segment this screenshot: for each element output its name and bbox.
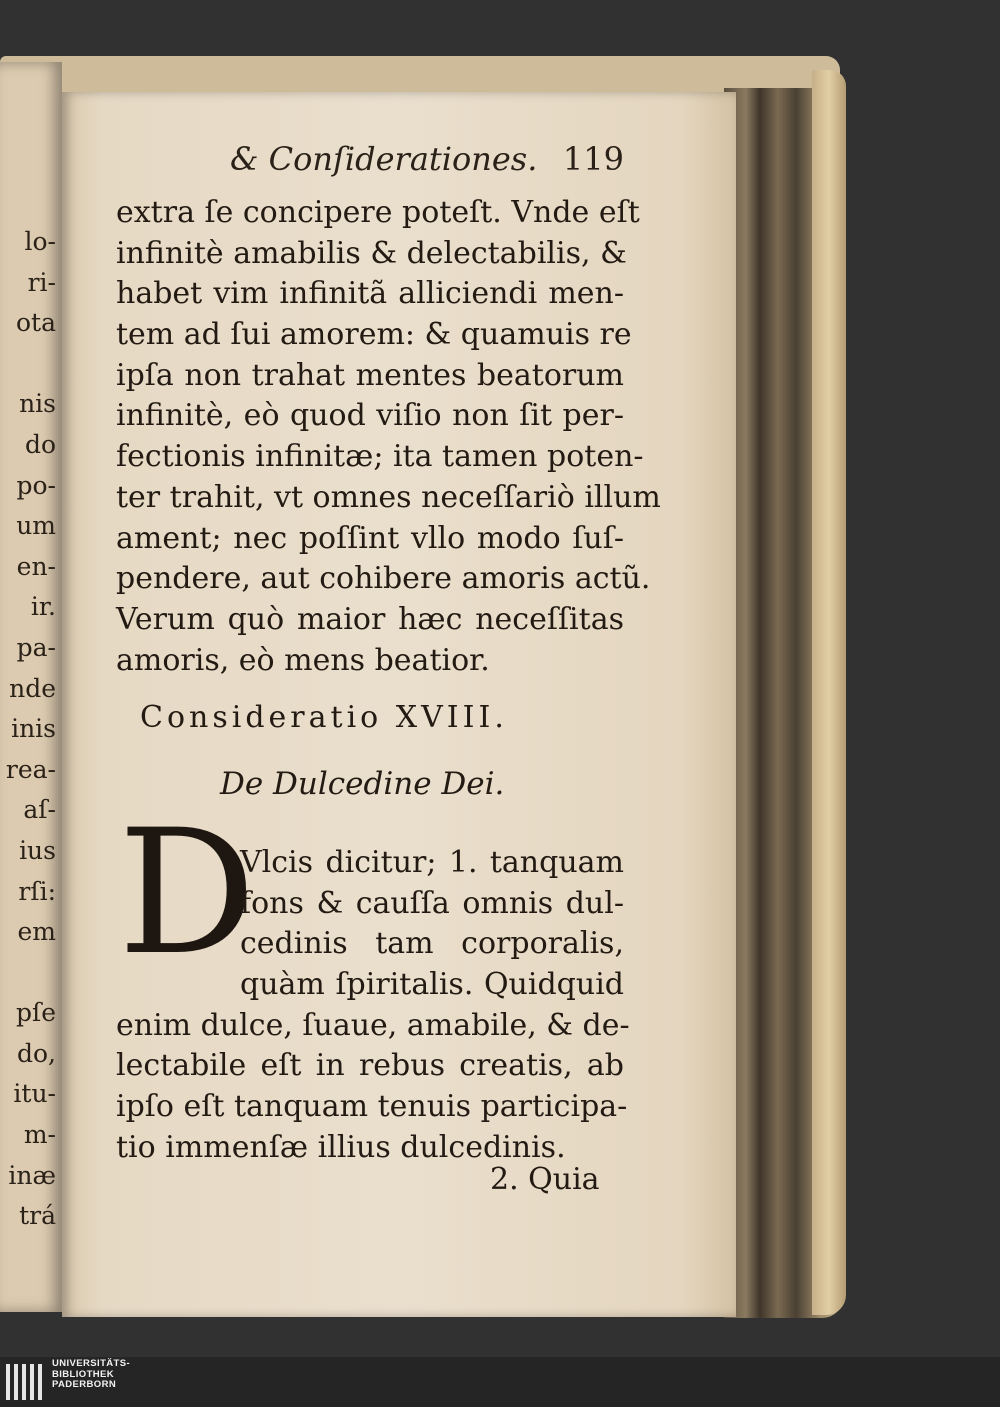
left-page-fragment: rea- (5, 754, 56, 784)
section-heading: Consideratio XVIII. (140, 700, 508, 735)
left-page-fragment: lo- (24, 227, 56, 256)
text-line: ter trahit, vt omnes neceſſariò illum (116, 479, 661, 515)
text-line-last: amoris, eò mens beatior. (116, 642, 490, 678)
left-page-fragment: ota (15, 308, 56, 338)
left-page-fragment: nde (9, 673, 56, 703)
text-line: enim dulce, ſuaue, amabile, & de- (116, 1007, 630, 1043)
running-head (230, 140, 630, 184)
text-line: cedinis tam corporalis, (240, 926, 624, 962)
text-line: pendere, aut cohibere amoris actũ. (116, 561, 651, 597)
left-page-fragment: em (17, 917, 56, 947)
logo-line: BIBLIOTHEK (52, 1368, 115, 1380)
text-line: ipſo eſt tanquam tenuis participa- (116, 1089, 628, 1125)
left-page-fragment: ius (19, 835, 56, 865)
left-page-fragment: nis (19, 389, 56, 419)
text-line-last: tio immenſæ illius dulcedinis. (116, 1129, 566, 1165)
left-page-fragment: inæ (8, 1160, 56, 1190)
left-page-fragment (0, 344, 62, 385)
text-line: ipſa non trahat mentes beatorum (116, 357, 624, 393)
text-line: infinitè, eò quod viſio non ſit per- (116, 398, 624, 434)
text-line: ament; nec poſſint vllo modo ſuſ- (116, 520, 624, 556)
left-page-fragment: ri- (27, 267, 56, 297)
text-line: lectabile eſt in rebus creatis, ab (116, 1048, 624, 1084)
library-logo-text (52, 1359, 130, 1391)
text-line: extra ſe concipere poteſt. Vnde eſt (116, 195, 640, 230)
left-page-fragment (0, 953, 62, 994)
catchword: 2. Quia (490, 1162, 600, 1197)
left-page-fragment: inis (11, 714, 56, 744)
left-page-fragment: um (16, 511, 56, 541)
section-subheading: De Dulcedine Dei. (220, 766, 505, 802)
left-page-fragment: rſi: (18, 876, 56, 906)
logo-line: UNIVERSITÄTS- (52, 1358, 131, 1369)
text-line: Verum quò maior hæc neceſſitas (116, 601, 624, 637)
running-head-title: & Conſiderationes. (230, 140, 538, 178)
left-page-fragment: m- (23, 1120, 56, 1150)
text-line: fons & cauſſa omnis dul- (240, 885, 624, 921)
left-page-fragment: pſe (15, 998, 56, 1028)
left-page-fragment: do, (16, 1038, 56, 1068)
text-line: habet vim infinitã alliciendi men- (116, 276, 624, 312)
text-line: Vlcis dicitur; 1. tanquam (240, 845, 624, 880)
library-logo-icon (6, 1364, 50, 1404)
left-page-fragment: trá (19, 1201, 56, 1231)
footer-bar (0, 1357, 1000, 1407)
left-page-fragment: ir. (30, 592, 56, 622)
left-page-fragment: po- (16, 470, 56, 500)
page-number: 119 (562, 140, 624, 178)
paragraph-1 (116, 193, 661, 681)
left-page-text (0, 222, 62, 1237)
paragraph-2 (116, 843, 630, 1169)
left-page-fragment: itu- (13, 1079, 56, 1109)
text-line: infinitè amabilis & delectabilis, & (116, 235, 627, 271)
book-cover-edge (812, 70, 846, 1315)
text-line: fectionis infinitæ; ita tamen poten- (116, 439, 644, 475)
left-page-fragment: en- (16, 551, 56, 581)
logo-line: PADERBORN (52, 1379, 117, 1390)
left-page-fragment: pa- (16, 632, 56, 662)
left-page-fragment: aſ- (23, 795, 56, 825)
text-line: quàm ſpiritalis. Quidquid (240, 967, 624, 1003)
left-page-fragment: do (24, 429, 56, 459)
left-page (0, 62, 62, 1312)
text-line: tem ad ſui amorem: & quamuis re (116, 317, 632, 353)
drop-cap: D (118, 792, 256, 993)
